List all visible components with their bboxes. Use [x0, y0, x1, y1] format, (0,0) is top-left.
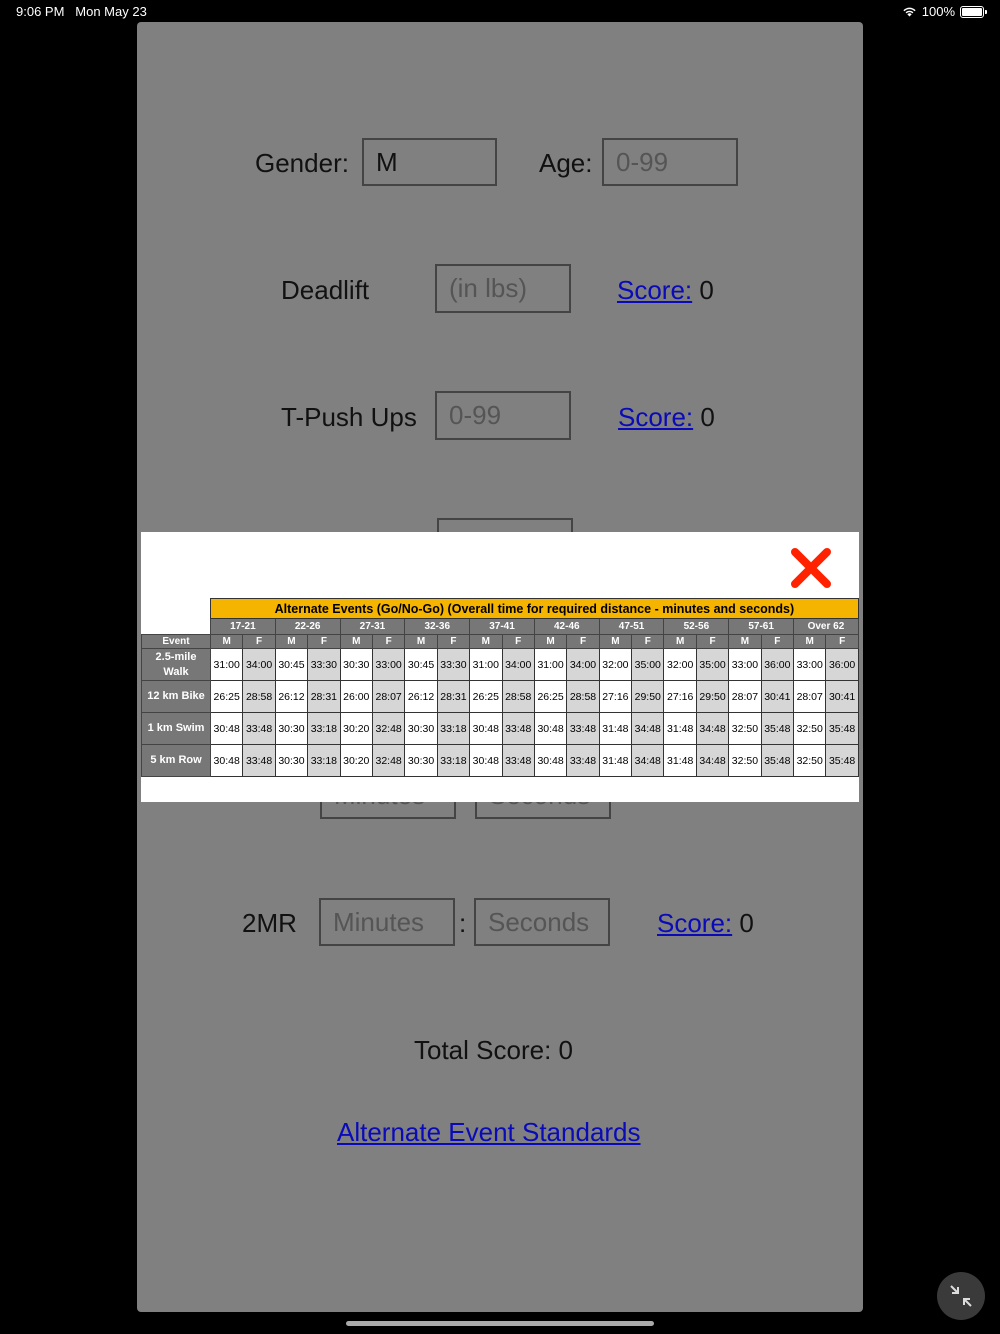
time-standard-cell: 34:48 — [632, 713, 664, 745]
status-time-date — [16, 4, 147, 19]
time-standard-cell: 30:48 — [211, 713, 243, 745]
battery-icon — [960, 6, 984, 18]
run-minutes-field[interactable] — [319, 898, 455, 946]
status-right — [902, 4, 984, 19]
time-standard-cell: 30:41 — [826, 681, 858, 713]
time-standard-cell: 33:48 — [502, 745, 534, 777]
time-standard-cell: 34:00 — [567, 649, 599, 681]
table-row — [142, 649, 859, 681]
gender-label: Gender: — [255, 148, 349, 178]
male-header: M — [534, 635, 566, 649]
time-standard-cell: 33:48 — [567, 713, 599, 745]
time-standard-cell: 35:00 — [696, 649, 728, 681]
age-group-header: 22-26 — [275, 619, 340, 635]
time-standard-cell: 30:41 — [761, 681, 793, 713]
time-standard-cell: 30:30 — [405, 745, 437, 777]
time-standard-cell: 32:00 — [599, 649, 631, 681]
battery-percent: 100% — [921, 4, 955, 19]
status-time: 9:06 PM — [16, 4, 65, 19]
run-score — [657, 908, 754, 939]
collapse-arrows-icon — [937, 1272, 985, 1320]
deadlift-score-value: 0 — [699, 275, 714, 305]
time-standard-cell: 32:50 — [729, 713, 761, 745]
male-header: M — [599, 635, 631, 649]
deadlift-label: Deadlift — [281, 275, 370, 305]
age-group-header: 47-51 — [599, 619, 664, 635]
age-group-header: 52-56 — [664, 619, 729, 635]
male-header: M — [211, 635, 243, 649]
time-standard-cell: 26:25 — [470, 681, 502, 713]
table-title: Alternate Events (Go/No-Go) (Overall time for required distance - minutes and seconds) — [211, 599, 859, 619]
wifi-icon — [902, 6, 917, 17]
time-standard-cell: 32:00 — [664, 649, 696, 681]
time-standard-cell: 30:20 — [340, 745, 372, 777]
home-indicator — [346, 1321, 654, 1326]
close-button[interactable] — [789, 546, 833, 590]
time-standard-cell: 27:16 — [599, 681, 631, 713]
female-header: F — [308, 635, 340, 649]
pushups-score-value: 0 — [700, 402, 715, 432]
time-standard-cell: 29:50 — [632, 681, 664, 713]
time-standard-cell: 28:07 — [794, 681, 826, 713]
deadlift-score — [617, 275, 714, 306]
time-standard-cell: 28:58 — [502, 681, 534, 713]
pushups-field[interactable] — [435, 391, 571, 440]
female-header: F — [372, 635, 404, 649]
time-standard-cell: 30:48 — [534, 745, 566, 777]
time-standard-cell: 30:30 — [340, 649, 372, 681]
age-group-header: Over 62 — [794, 619, 859, 635]
alternate-standards-modal — [141, 532, 859, 802]
female-header: F — [761, 635, 793, 649]
time-standard-cell: 31:48 — [664, 713, 696, 745]
male-header: M — [729, 635, 761, 649]
time-standard-cell: 28:07 — [372, 681, 404, 713]
time-standard-cell: 33:30 — [308, 649, 340, 681]
time-standard-cell: 28:31 — [308, 681, 340, 713]
time-standard-cell: 31:48 — [599, 713, 631, 745]
total-score: Total Score: 0 — [414, 1035, 573, 1065]
time-standard-cell: 31:48 — [599, 745, 631, 777]
time-standard-cell: 33:00 — [729, 649, 761, 681]
time-standard-cell: 26:00 — [340, 681, 372, 713]
time-standard-cell: 36:00 — [826, 649, 858, 681]
time-standard-cell: 30:30 — [275, 713, 307, 745]
deadlift-field[interactable] — [435, 264, 571, 313]
table-corner-blank — [142, 619, 211, 635]
time-standard-cell: 35:48 — [826, 745, 858, 777]
event-name: 5 km Row — [142, 745, 211, 777]
female-header: F — [502, 635, 534, 649]
female-header: F — [632, 635, 664, 649]
time-standard-cell: 36:00 — [761, 649, 793, 681]
event-name: 1 km Swim — [142, 713, 211, 745]
pushups-score-link[interactable]: Score: — [618, 402, 694, 432]
male-header: M — [340, 635, 372, 649]
time-standard-cell: 32:50 — [794, 713, 826, 745]
male-header: M — [794, 635, 826, 649]
collapse-button[interactable] — [937, 1272, 985, 1320]
time-standard-cell: 31:00 — [470, 649, 502, 681]
time-standard-cell: 33:48 — [243, 745, 275, 777]
male-header: M — [275, 635, 307, 649]
time-standard-cell: 26:12 — [275, 681, 307, 713]
age-group-header: 32-36 — [405, 619, 470, 635]
time-standard-cell: 30:45 — [405, 649, 437, 681]
table-corner-blank — [142, 599, 211, 619]
time-standard-cell: 29:50 — [696, 681, 728, 713]
time-standard-cell: 30:20 — [340, 713, 372, 745]
age-group-header: 37-41 — [470, 619, 535, 635]
time-standard-cell: 33:18 — [308, 713, 340, 745]
time-standard-cell: 35:48 — [761, 745, 793, 777]
run-label: 2MR — [242, 908, 297, 938]
status-date: Mon May 23 — [75, 4, 147, 19]
time-standard-cell: 33:18 — [437, 713, 469, 745]
time-standard-cell: 32:50 — [794, 745, 826, 777]
pushups-score — [618, 402, 715, 433]
time-standard-cell: 31:48 — [664, 745, 696, 777]
male-header: M — [664, 635, 696, 649]
alternate-events-table — [141, 598, 859, 777]
age-group-header: 57-61 — [729, 619, 794, 635]
time-standard-cell: 28:07 — [729, 681, 761, 713]
time-standard-cell: 30:48 — [211, 745, 243, 777]
female-header: F — [567, 635, 599, 649]
time-standard-cell: 34:48 — [696, 713, 728, 745]
time-standard-cell: 26:12 — [405, 681, 437, 713]
age-group-header: 27-31 — [340, 619, 405, 635]
time-standard-cell: 33:48 — [243, 713, 275, 745]
time-standard-cell: 34:00 — [502, 649, 534, 681]
table-row — [142, 745, 859, 777]
time-standard-cell: 35:48 — [826, 713, 858, 745]
age-group-header: 17-21 — [211, 619, 276, 635]
time-standard-cell: 31:00 — [534, 649, 566, 681]
female-header: F — [437, 635, 469, 649]
run-seconds-field[interactable] — [474, 898, 610, 946]
time-standard-cell: 35:48 — [761, 713, 793, 745]
time-standard-cell: 33:00 — [372, 649, 404, 681]
time-standard-cell: 28:58 — [243, 681, 275, 713]
female-header: F — [243, 635, 275, 649]
time-standard-cell: 33:48 — [567, 745, 599, 777]
time-standard-cell: 30:48 — [470, 745, 502, 777]
time-standard-cell: 32:48 — [372, 745, 404, 777]
time-standard-cell: 34:48 — [632, 745, 664, 777]
run-score-link[interactable]: Score: — [657, 908, 733, 938]
time-standard-cell: 34:00 — [243, 649, 275, 681]
alternate-event-standards-link[interactable]: Alternate Event Standards — [337, 1117, 641, 1147]
table-row — [142, 713, 859, 745]
time-standard-cell: 32:50 — [729, 745, 761, 777]
time-standard-cell: 27:16 — [664, 681, 696, 713]
time-standard-cell: 34:48 — [696, 745, 728, 777]
male-header: M — [470, 635, 502, 649]
time-standard-cell: 30:48 — [470, 713, 502, 745]
age-group-header: 42-46 — [534, 619, 599, 635]
male-header: M — [405, 635, 437, 649]
close-icon — [789, 546, 833, 590]
time-standard-cell: 33:30 — [437, 649, 469, 681]
time-standard-cell: 35:00 — [632, 649, 664, 681]
event-name: 12 km Bike — [142, 681, 211, 713]
time-standard-cell: 31:00 — [211, 649, 243, 681]
event-name: 2.5-mile Walk — [142, 649, 211, 681]
time-standard-cell: 28:31 — [437, 681, 469, 713]
time-standard-cell: 26:25 — [211, 681, 243, 713]
time-standard-cell: 30:48 — [534, 713, 566, 745]
gender-field[interactable] — [362, 138, 497, 186]
age-label: Age: — [539, 148, 593, 178]
time-standard-cell: 26:25 — [534, 681, 566, 713]
time-standard-cell: 33:18 — [437, 745, 469, 777]
deadlift-score-link[interactable]: Score: — [617, 275, 693, 305]
time-standard-cell: 28:58 — [567, 681, 599, 713]
time-standard-cell: 30:45 — [275, 649, 307, 681]
status-bar — [0, 0, 1000, 24]
female-header: F — [696, 635, 728, 649]
table-row — [142, 681, 859, 713]
time-standard-cell: 30:30 — [275, 745, 307, 777]
age-field[interactable] — [602, 138, 738, 186]
time-standard-cell: 32:48 — [372, 713, 404, 745]
time-standard-cell: 33:18 — [308, 745, 340, 777]
pushups-label: T-Push Ups — [281, 402, 417, 432]
time-standard-cell: 30:30 — [405, 713, 437, 745]
run-colon: : — [459, 908, 467, 938]
time-standard-cell: 33:00 — [794, 649, 826, 681]
run-score-value: 0 — [739, 908, 754, 938]
female-header: F — [826, 635, 858, 649]
time-standard-cell: 33:48 — [502, 713, 534, 745]
event-column-header: Event — [142, 635, 211, 649]
